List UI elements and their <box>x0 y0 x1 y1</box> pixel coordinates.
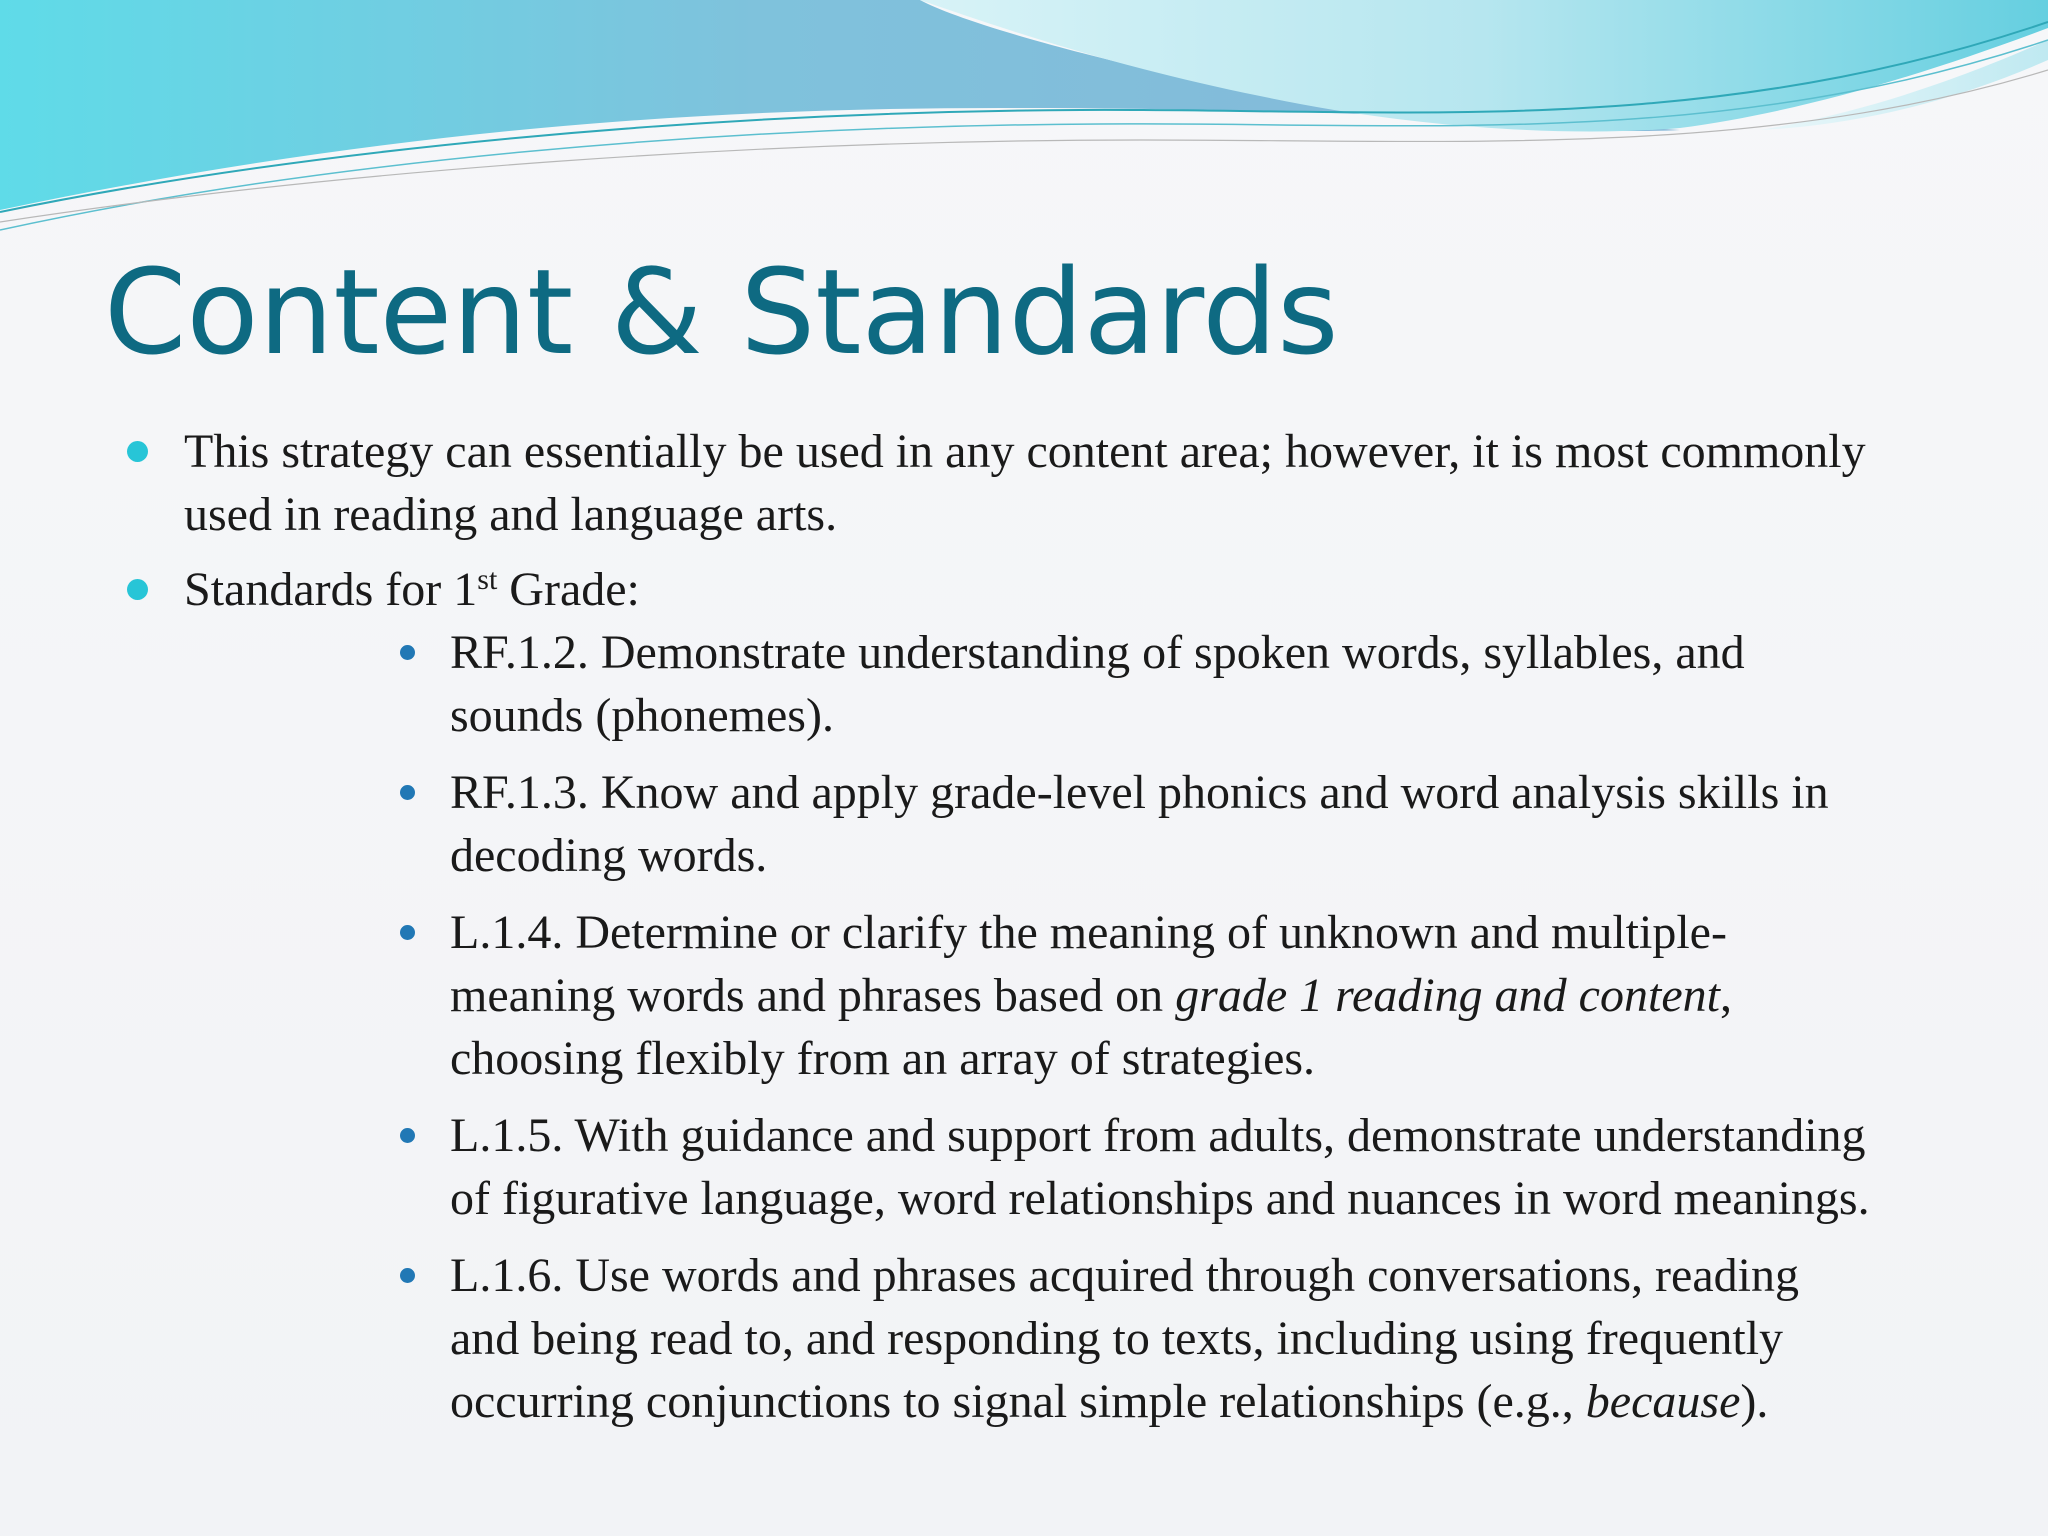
sub-item-text: L.1.5. With guidance and support from adults, demonstrate understanding of figurative language, word relationships and nuances in word meanings. <box>450 1109 1870 1225</box>
bullet-item-standards <box>0 558 2048 1433</box>
bullet-text-after: Grade: <box>497 563 640 616</box>
sub-item-text: RF.1.2. Demonstrate understanding of spoken words, syllables, and sounds (phonemes). <box>450 626 1745 742</box>
decorative-wave-banner <box>0 0 2048 240</box>
bullet-text: This strategy can essentially be used in any content area; however, it is most commonly used in reading and language arts. <box>184 425 1866 541</box>
sub-item-text-before: L.1.6. Use words and phrases acquired through conversations, reading and being read to, and responding to texts, including using frequently occurring conjunctions to signal simple relationships (e.g., <box>450 1249 1799 1428</box>
sub-bullet-dot-icon <box>400 1268 415 1283</box>
sub-item-rf-1-2 <box>184 621 1958 747</box>
sub-item-italic: grade 1 reading and content <box>1175 969 1720 1022</box>
bullet-text-before: Standards for 1 <box>184 563 478 616</box>
sub-bullet-dot-icon <box>400 785 415 800</box>
slide-body <box>0 420 2048 1445</box>
slide-title: Content & Standards <box>104 243 1339 381</box>
sub-item-l-1-4 <box>184 901 1958 1090</box>
sub-bullet-dot-icon <box>400 1128 415 1143</box>
bullet-dot-icon <box>127 579 148 600</box>
bullet-superscript: st <box>477 563 498 596</box>
bullet-dot-icon <box>127 441 148 462</box>
sub-item-text: RF.1.3. Know and apply grade-level phonics and word analysis skills in decoding words. <box>450 766 1829 882</box>
sub-item-l-1-5 <box>184 1104 1958 1230</box>
sub-item-text-after: , choosing flexibly from an array of strategies. <box>450 969 1732 1085</box>
sub-item-l-1-6 <box>184 1244 1958 1433</box>
bullet-item-strategy <box>0 420 2048 546</box>
sub-item-text-before: L.1.4. Determine or clarify the meaning of unknown and multiple-meaning words and phrases based on <box>450 906 1727 1022</box>
sub-item-text-after: ). <box>1740 1375 1769 1428</box>
sub-bullet-dot-icon <box>400 925 415 940</box>
sub-bullet-dot-icon <box>400 645 415 660</box>
standards-sub-list <box>184 621 1958 1433</box>
sub-item-italic: because <box>1585 1375 1741 1428</box>
sub-item-rf-1-3 <box>184 761 1958 887</box>
bullet-list <box>0 420 2048 1433</box>
